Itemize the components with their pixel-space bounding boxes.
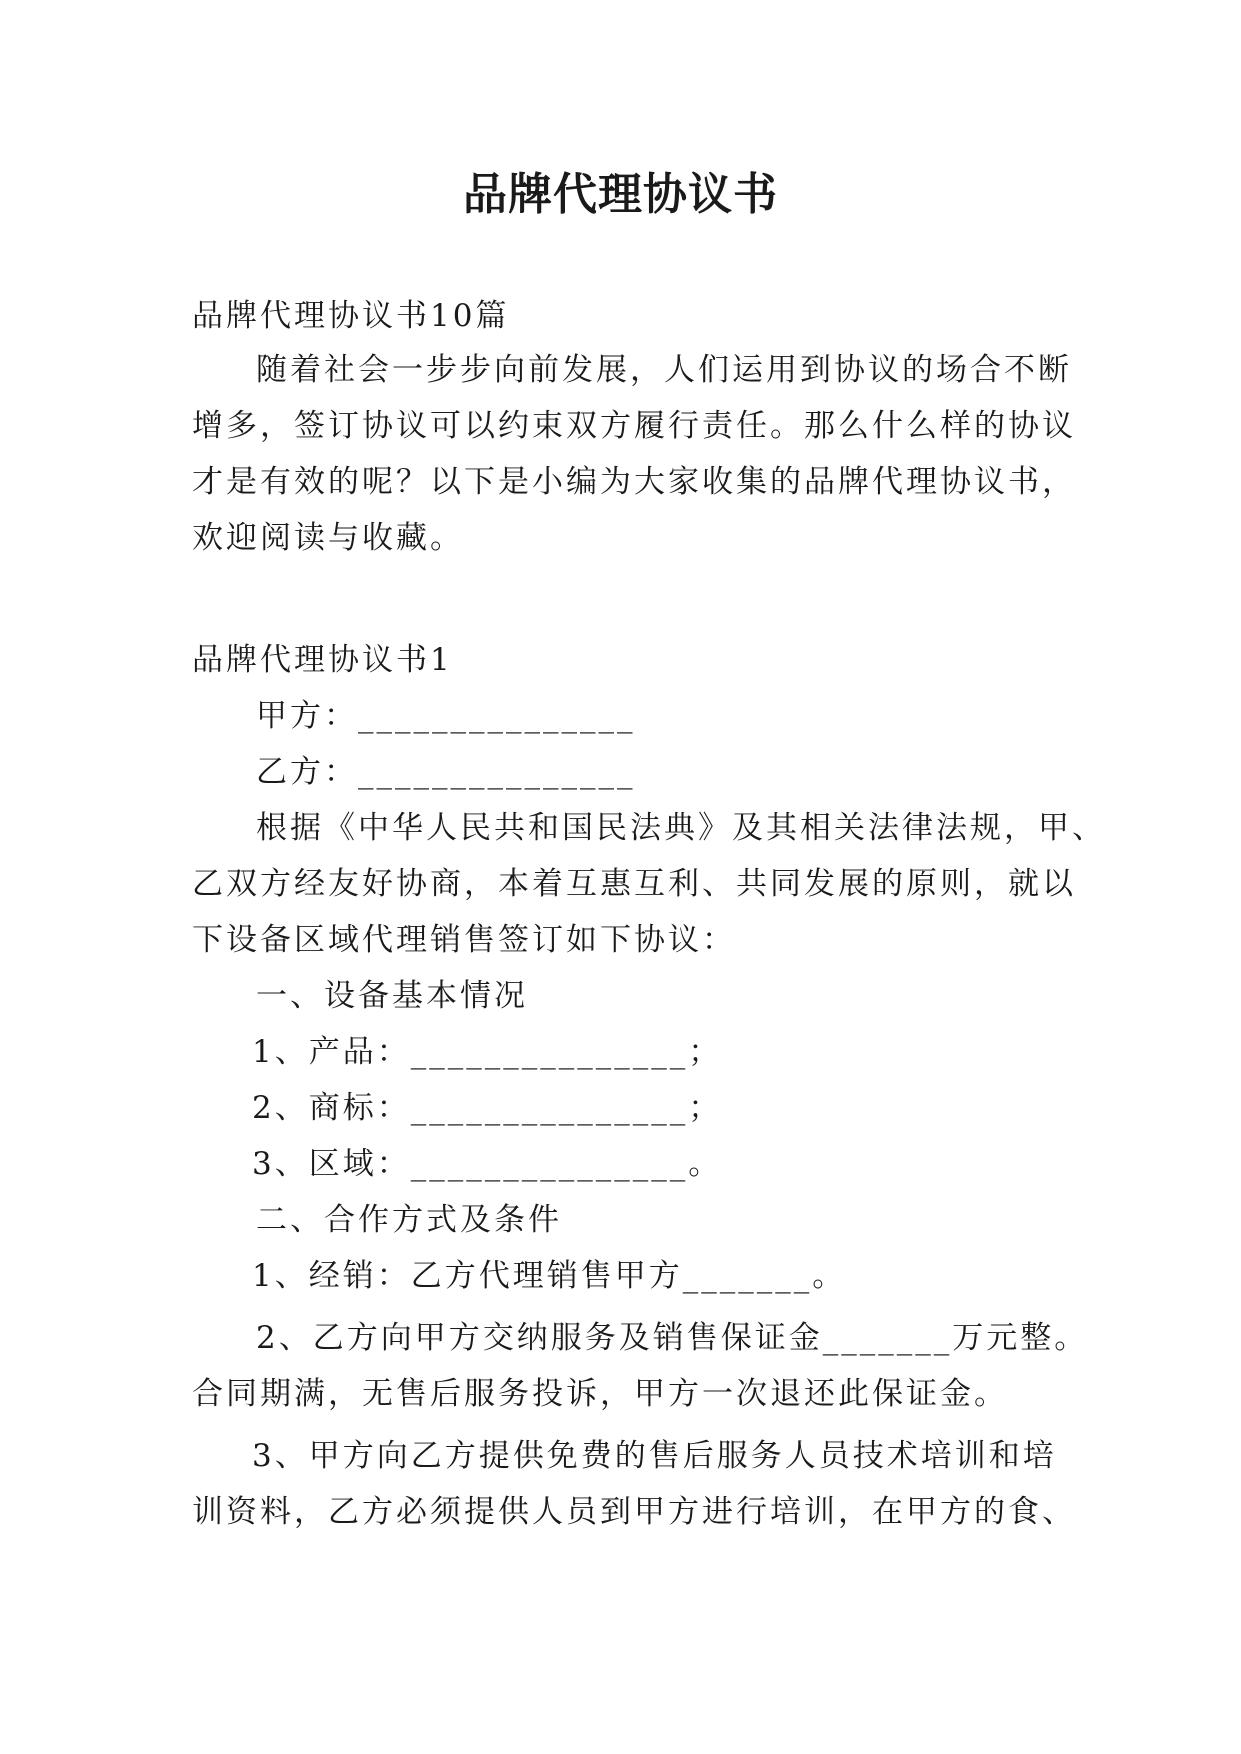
paragraph-line: 才是有效的呢？以下是小编为大家收集的品牌代理协议书，: [192, 464, 1076, 500]
paragraph-line: 下设备区域代理销售签订如下协议：: [192, 922, 736, 958]
clause-item: 2、商标：_______________；: [252, 1090, 723, 1126]
clause-heading: 二、合作方式及条件: [256, 1202, 562, 1238]
paragraph-line: 根据《中华人民共和国民法典》及其相关法律法规，甲、: [256, 810, 1106, 846]
clause-item: 1、经销：乙方代理销售甲方_______。: [252, 1258, 847, 1294]
paragraph-line: 随着社会一步步向前发展，人们运用到协议的场合不断: [256, 352, 1072, 388]
party-a-line: 甲方：_______________: [256, 698, 636, 734]
paragraph-line: 欢迎阅读与收藏。: [192, 520, 464, 556]
paragraph-line: 增多，签订协议可以约束双方履行责任。那么什么样的协议: [192, 408, 1076, 444]
clause-heading: 一、设备基本情况: [256, 978, 528, 1014]
subtitle-line: 品牌代理协议书10篇: [192, 298, 510, 334]
clause-item: 3、区域：_______________。: [252, 1146, 723, 1182]
paragraph-line: 训资料，乙方必须提供人员到甲方进行培训，在甲方的食、: [192, 1494, 1076, 1530]
paragraph-line: 合同期满，无售后服务投诉，甲方一次退还此保证金。: [192, 1376, 1008, 1412]
clause-item: 1、产品：_______________；: [252, 1034, 723, 1070]
clause-item: 3、甲方向乙方提供免费的售后服务人员技术培训和培: [252, 1438, 1057, 1474]
party-b-line: 乙方：_______________: [256, 754, 636, 790]
section-heading: 品牌代理协议书1: [192, 642, 453, 678]
paragraph-line: 乙双方经友好协商，本着互惠互利、共同发展的原则，就以: [192, 866, 1076, 902]
clause-item: 2、乙方向甲方交纳服务及销售保证金_______万元整。: [256, 1320, 1089, 1356]
document-title: 品牌代理协议书: [463, 169, 778, 220]
